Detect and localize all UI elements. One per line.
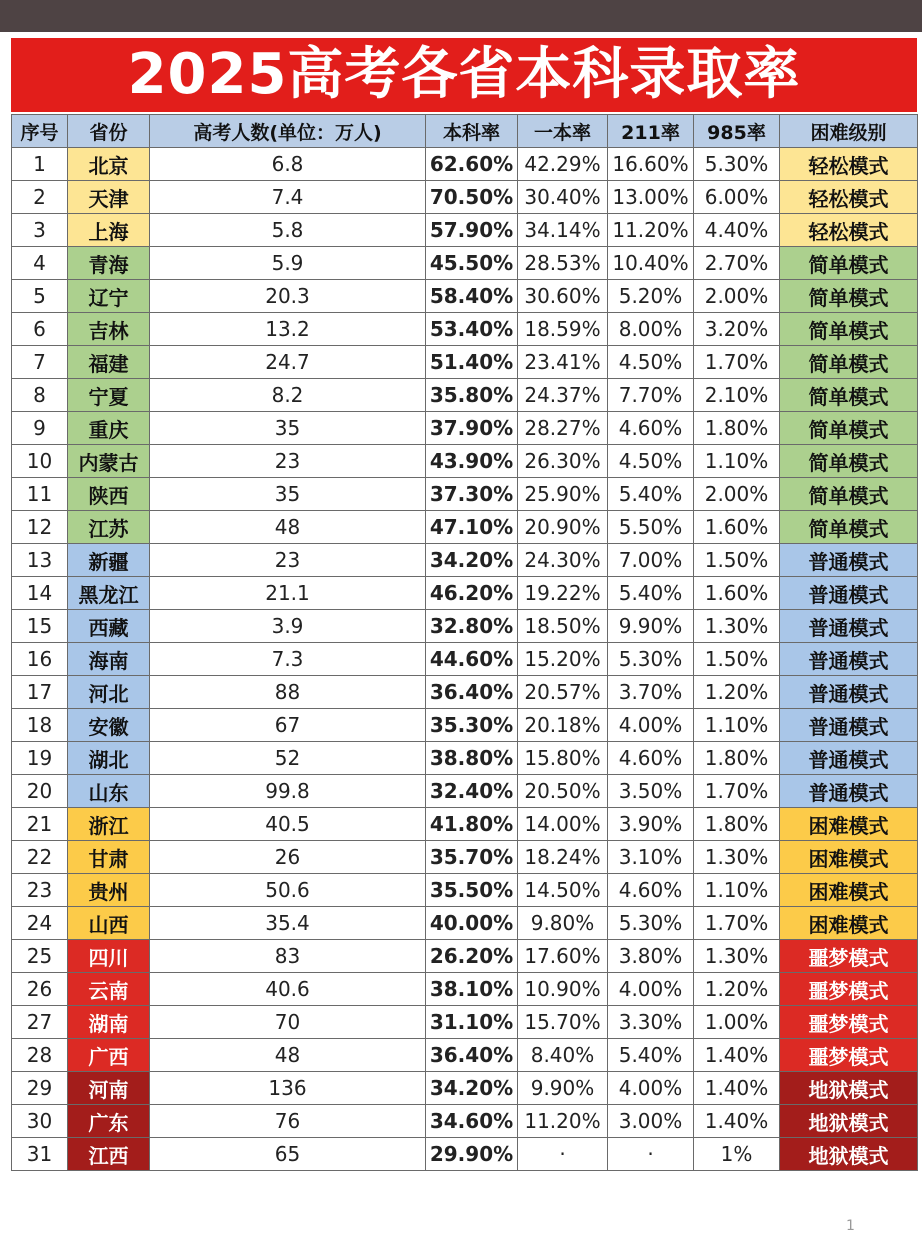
- province-cell: 北京: [68, 148, 150, 181]
- difficulty-cell: 噩梦模式: [780, 973, 918, 1006]
- rate-985-cell: 1.50%: [694, 544, 780, 577]
- rate-985-cell: 2.00%: [694, 478, 780, 511]
- row-index: 5: [12, 280, 68, 313]
- tier1-rate-cell: 28.27%: [518, 412, 608, 445]
- tier1-rate-cell: 34.14%: [518, 214, 608, 247]
- table-row: [12, 511, 918, 544]
- rate-985-cell: 4.40%: [694, 214, 780, 247]
- table-row: [12, 907, 918, 940]
- row-index: 12: [12, 511, 68, 544]
- examinees-cell: 67: [150, 709, 426, 742]
- examinees-cell: 23: [150, 544, 426, 577]
- undergrad-rate-cell: 44.60%: [426, 643, 518, 676]
- province-cell: 四川: [68, 940, 150, 973]
- examinees-cell: 52: [150, 742, 426, 775]
- table-row: [12, 742, 918, 775]
- undergrad-rate-cell: 35.50%: [426, 874, 518, 907]
- tier1-rate-cell: 14.50%: [518, 874, 608, 907]
- examinees-cell: 20.3: [150, 280, 426, 313]
- tier1-rate-cell: 26.30%: [518, 445, 608, 478]
- row-index: 3: [12, 214, 68, 247]
- province-cell: 云南: [68, 973, 150, 1006]
- tier1-rate-cell: 24.37%: [518, 379, 608, 412]
- rate-211-cell: 7.00%: [608, 544, 694, 577]
- tier1-rate-cell: ·: [518, 1138, 608, 1171]
- rate-985-cell: 5.30%: [694, 148, 780, 181]
- difficulty-cell: 简单模式: [780, 412, 918, 445]
- undergrad-rate-cell: 53.40%: [426, 313, 518, 346]
- row-index: 6: [12, 313, 68, 346]
- examinees-cell: 50.6: [150, 874, 426, 907]
- header-211-rate: 211率: [608, 115, 694, 148]
- table-row: [12, 940, 918, 973]
- tier1-rate-cell: 20.18%: [518, 709, 608, 742]
- examinees-cell: 35: [150, 412, 426, 445]
- table-row: [12, 874, 918, 907]
- rate-985-cell: 1.10%: [694, 709, 780, 742]
- rate-985-cell: 1.70%: [694, 907, 780, 940]
- rate-985-cell: 2.70%: [694, 247, 780, 280]
- undergrad-rate-cell: 34.60%: [426, 1105, 518, 1138]
- rate-211-cell: 10.40%: [608, 247, 694, 280]
- rate-211-cell: 3.90%: [608, 808, 694, 841]
- difficulty-cell: 噩梦模式: [780, 940, 918, 973]
- tier1-rate-cell: 20.57%: [518, 676, 608, 709]
- rate-985-cell: 3.20%: [694, 313, 780, 346]
- examinees-cell: 21.1: [150, 577, 426, 610]
- undergrad-rate-cell: 34.20%: [426, 1072, 518, 1105]
- tier1-rate-cell: 15.80%: [518, 742, 608, 775]
- row-index: 26: [12, 973, 68, 1006]
- rate-211-cell: 3.80%: [608, 940, 694, 973]
- difficulty-cell: 普通模式: [780, 742, 918, 775]
- examinees-cell: 48: [150, 511, 426, 544]
- table-row: [12, 346, 918, 379]
- header-tier1-rate: 一本率: [518, 115, 608, 148]
- row-index: 13: [12, 544, 68, 577]
- tier1-rate-cell: 15.20%: [518, 643, 608, 676]
- examinees-cell: 40.5: [150, 808, 426, 841]
- undergrad-rate-cell: 37.30%: [426, 478, 518, 511]
- tier1-rate-cell: 9.90%: [518, 1072, 608, 1105]
- undergrad-rate-cell: 46.20%: [426, 577, 518, 610]
- undergrad-rate-cell: 43.90%: [426, 445, 518, 478]
- undergrad-rate-cell: 38.10%: [426, 973, 518, 1006]
- province-cell: 青海: [68, 247, 150, 280]
- difficulty-cell: 简单模式: [780, 346, 918, 379]
- table-row: [12, 1138, 918, 1171]
- undergrad-rate-cell: 36.40%: [426, 676, 518, 709]
- header-province: 省份: [68, 115, 150, 148]
- province-cell: 河南: [68, 1072, 150, 1105]
- page-number: 1: [846, 1218, 855, 1234]
- row-index: 1: [12, 148, 68, 181]
- rate-211-cell: 7.70%: [608, 379, 694, 412]
- rate-985-cell: 1.60%: [694, 511, 780, 544]
- province-cell: 湖北: [68, 742, 150, 775]
- undergrad-rate-cell: 32.80%: [426, 610, 518, 643]
- tier1-rate-cell: 8.40%: [518, 1039, 608, 1072]
- row-index: 25: [12, 940, 68, 973]
- tier1-rate-cell: 42.29%: [518, 148, 608, 181]
- undergrad-rate-cell: 35.70%: [426, 841, 518, 874]
- province-cell: 重庆: [68, 412, 150, 445]
- rate-211-cell: 5.30%: [608, 643, 694, 676]
- rate-985-cell: 1.00%: [694, 1006, 780, 1039]
- undergrad-rate-cell: 36.40%: [426, 1039, 518, 1072]
- rate-985-cell: 1.40%: [694, 1072, 780, 1105]
- row-index: 9: [12, 412, 68, 445]
- row-index: 11: [12, 478, 68, 511]
- undergrad-rate-cell: 40.00%: [426, 907, 518, 940]
- tier1-rate-cell: 30.60%: [518, 280, 608, 313]
- tier1-rate-cell: 15.70%: [518, 1006, 608, 1039]
- table-row: [12, 709, 918, 742]
- undergrad-rate-cell: 32.40%: [426, 775, 518, 808]
- examinees-cell: 6.8: [150, 148, 426, 181]
- rate-211-cell: 13.00%: [608, 181, 694, 214]
- rate-211-cell: 5.40%: [608, 478, 694, 511]
- undergrad-rate-cell: 38.80%: [426, 742, 518, 775]
- table-row: [12, 412, 918, 445]
- row-index: 19: [12, 742, 68, 775]
- tier1-rate-cell: 30.40%: [518, 181, 608, 214]
- province-cell: 上海: [68, 214, 150, 247]
- examinees-cell: 7.3: [150, 643, 426, 676]
- examinees-cell: 136: [150, 1072, 426, 1105]
- row-index: 14: [12, 577, 68, 610]
- undergrad-rate-cell: 41.80%: [426, 808, 518, 841]
- table-row: [12, 643, 918, 676]
- row-index: 17: [12, 676, 68, 709]
- row-index: 27: [12, 1006, 68, 1039]
- header-examinees: 高考人数(单位：万人): [150, 115, 426, 148]
- difficulty-cell: 困难模式: [780, 907, 918, 940]
- rate-211-cell: 4.60%: [608, 742, 694, 775]
- tier1-rate-cell: 20.50%: [518, 775, 608, 808]
- province-cell: 河北: [68, 676, 150, 709]
- examinees-cell: 99.8: [150, 775, 426, 808]
- difficulty-cell: 地狱模式: [780, 1072, 918, 1105]
- rate-985-cell: 2.00%: [694, 280, 780, 313]
- table-row: [12, 808, 918, 841]
- province-cell: 宁夏: [68, 379, 150, 412]
- tier1-rate-cell: 14.00%: [518, 808, 608, 841]
- tier1-rate-cell: 23.41%: [518, 346, 608, 379]
- examinees-cell: 65: [150, 1138, 426, 1171]
- province-cell: 内蒙古: [68, 445, 150, 478]
- rate-985-cell: 1.80%: [694, 412, 780, 445]
- province-cell: 陕西: [68, 478, 150, 511]
- tier1-rate-cell: 24.30%: [518, 544, 608, 577]
- undergrad-rate-cell: 34.20%: [426, 544, 518, 577]
- tier1-rate-cell: 18.59%: [518, 313, 608, 346]
- tier1-rate-cell: 18.24%: [518, 841, 608, 874]
- header-difficulty: 困难级别: [780, 115, 918, 148]
- province-cell: 湖南: [68, 1006, 150, 1039]
- province-cell: 天津: [68, 181, 150, 214]
- rate-985-cell: 1.10%: [694, 445, 780, 478]
- undergrad-rate-cell: 35.80%: [426, 379, 518, 412]
- difficulty-cell: 地狱模式: [780, 1105, 918, 1138]
- rate-211-cell: 5.40%: [608, 1039, 694, 1072]
- rate-985-cell: 1%: [694, 1138, 780, 1171]
- difficulty-cell: 普通模式: [780, 676, 918, 709]
- row-index: 21: [12, 808, 68, 841]
- examinees-cell: 88: [150, 676, 426, 709]
- rate-985-cell: 1.30%: [694, 610, 780, 643]
- examinees-cell: 5.9: [150, 247, 426, 280]
- table-row: [12, 610, 918, 643]
- tier1-rate-cell: 9.80%: [518, 907, 608, 940]
- rate-211-cell: 4.50%: [608, 346, 694, 379]
- tier1-rate-cell: 11.20%: [518, 1105, 608, 1138]
- rate-211-cell: 4.00%: [608, 709, 694, 742]
- rate-985-cell: 1.10%: [694, 874, 780, 907]
- rate-211-cell: 16.60%: [608, 148, 694, 181]
- examinees-cell: 35: [150, 478, 426, 511]
- difficulty-cell: 简单模式: [780, 445, 918, 478]
- difficulty-cell: 普通模式: [780, 643, 918, 676]
- rate-211-cell: 4.00%: [608, 1072, 694, 1105]
- rate-211-cell: 5.50%: [608, 511, 694, 544]
- undergrad-rate-cell: 70.50%: [426, 181, 518, 214]
- rate-985-cell: 1.30%: [694, 940, 780, 973]
- header-index: 序号: [12, 115, 68, 148]
- province-cell: 江西: [68, 1138, 150, 1171]
- rate-211-cell: 5.20%: [608, 280, 694, 313]
- difficulty-cell: 简单模式: [780, 313, 918, 346]
- examinees-cell: 83: [150, 940, 426, 973]
- row-index: 23: [12, 874, 68, 907]
- header-985-rate: 985率: [694, 115, 780, 148]
- rate-211-cell: 3.10%: [608, 841, 694, 874]
- rate-985-cell: 1.20%: [694, 676, 780, 709]
- table-row: [12, 313, 918, 346]
- difficulty-cell: 普通模式: [780, 775, 918, 808]
- difficulty-cell: 简单模式: [780, 379, 918, 412]
- examinees-cell: 24.7: [150, 346, 426, 379]
- province-cell: 吉林: [68, 313, 150, 346]
- difficulty-cell: 困难模式: [780, 841, 918, 874]
- table-row: [12, 577, 918, 610]
- rate-985-cell: 1.40%: [694, 1039, 780, 1072]
- rate-985-cell: 1.80%: [694, 742, 780, 775]
- difficulty-cell: 轻松模式: [780, 148, 918, 181]
- examinees-cell: 26: [150, 841, 426, 874]
- table-row: [12, 181, 918, 214]
- province-cell: 黑龙江: [68, 577, 150, 610]
- rate-211-cell: 4.60%: [608, 874, 694, 907]
- examinees-cell: 7.4: [150, 181, 426, 214]
- undergrad-rate-cell: 37.90%: [426, 412, 518, 445]
- row-index: 31: [12, 1138, 68, 1171]
- examinees-cell: 3.9: [150, 610, 426, 643]
- province-cell: 江苏: [68, 511, 150, 544]
- undergrad-rate-cell: 31.10%: [426, 1006, 518, 1039]
- table-row: [12, 214, 918, 247]
- bottom-area: [0, 1182, 922, 1236]
- table-row: [12, 148, 918, 181]
- row-index: 29: [12, 1072, 68, 1105]
- difficulty-cell: 困难模式: [780, 874, 918, 907]
- page-title: 2025高考各省本科录取率: [11, 38, 917, 112]
- tier1-rate-cell: 10.90%: [518, 973, 608, 1006]
- examinees-cell: 13.2: [150, 313, 426, 346]
- difficulty-cell: 简单模式: [780, 478, 918, 511]
- undergrad-rate-cell: 62.60%: [426, 148, 518, 181]
- row-index: 18: [12, 709, 68, 742]
- tier1-rate-cell: 19.22%: [518, 577, 608, 610]
- table-row: [12, 1105, 918, 1138]
- table-row: [12, 841, 918, 874]
- table-row: [12, 445, 918, 478]
- province-cell: 广东: [68, 1105, 150, 1138]
- rate-211-cell: 3.50%: [608, 775, 694, 808]
- undergrad-rate-cell: 58.40%: [426, 280, 518, 313]
- table-row: [12, 676, 918, 709]
- table-row: [12, 247, 918, 280]
- row-index: 16: [12, 643, 68, 676]
- rate-211-cell: 4.00%: [608, 973, 694, 1006]
- difficulty-cell: 轻松模式: [780, 181, 918, 214]
- row-index: 20: [12, 775, 68, 808]
- province-cell: 甘肃: [68, 841, 150, 874]
- rate-985-cell: 1.40%: [694, 1105, 780, 1138]
- tier1-rate-cell: 25.90%: [518, 478, 608, 511]
- examinees-cell: 48: [150, 1039, 426, 1072]
- rate-211-cell: 3.00%: [608, 1105, 694, 1138]
- undergrad-rate-cell: 35.30%: [426, 709, 518, 742]
- province-cell: 新疆: [68, 544, 150, 577]
- examinees-cell: 8.2: [150, 379, 426, 412]
- examinees-cell: 5.8: [150, 214, 426, 247]
- rate-211-cell: 4.60%: [608, 412, 694, 445]
- rate-211-cell: 4.50%: [608, 445, 694, 478]
- table-row: [12, 379, 918, 412]
- difficulty-cell: 地狱模式: [780, 1138, 918, 1171]
- rate-985-cell: 1.80%: [694, 808, 780, 841]
- rate-211-cell: 5.40%: [608, 577, 694, 610]
- undergrad-rate-cell: 57.90%: [426, 214, 518, 247]
- table-body: [12, 148, 918, 1171]
- rate-211-cell: 11.20%: [608, 214, 694, 247]
- province-cell: 福建: [68, 346, 150, 379]
- rate-211-cell: 5.30%: [608, 907, 694, 940]
- difficulty-cell: 轻松模式: [780, 214, 918, 247]
- province-cell: 安徽: [68, 709, 150, 742]
- province-cell: 浙江: [68, 808, 150, 841]
- difficulty-cell: 简单模式: [780, 511, 918, 544]
- row-index: 8: [12, 379, 68, 412]
- difficulty-cell: 普通模式: [780, 610, 918, 643]
- undergrad-rate-cell: 29.90%: [426, 1138, 518, 1171]
- table-row: [12, 1072, 918, 1105]
- undergrad-rate-cell: 45.50%: [426, 247, 518, 280]
- tier1-rate-cell: 28.53%: [518, 247, 608, 280]
- rate-985-cell: 1.30%: [694, 841, 780, 874]
- table-row: [12, 544, 918, 577]
- header-undergrad-rate: 本科率: [426, 115, 518, 148]
- province-cell: 西藏: [68, 610, 150, 643]
- row-index: 30: [12, 1105, 68, 1138]
- undergrad-rate-cell: 51.40%: [426, 346, 518, 379]
- rate-211-cell: ·: [608, 1138, 694, 1171]
- rate-211-cell: 3.70%: [608, 676, 694, 709]
- rate-211-cell: 3.30%: [608, 1006, 694, 1039]
- table-row: [12, 280, 918, 313]
- rate-985-cell: 1.70%: [694, 346, 780, 379]
- examinees-cell: 40.6: [150, 973, 426, 1006]
- row-index: 2: [12, 181, 68, 214]
- examinees-cell: 70: [150, 1006, 426, 1039]
- province-cell: 山东: [68, 775, 150, 808]
- row-index: 24: [12, 907, 68, 940]
- difficulty-cell: 噩梦模式: [780, 1006, 918, 1039]
- table-row: [12, 973, 918, 1006]
- tier1-rate-cell: 20.90%: [518, 511, 608, 544]
- province-cell: 广西: [68, 1039, 150, 1072]
- table-row: [12, 1039, 918, 1072]
- difficulty-cell: 简单模式: [780, 280, 918, 313]
- rate-985-cell: 1.60%: [694, 577, 780, 610]
- rates-table: [11, 114, 918, 1171]
- table-row: [12, 478, 918, 511]
- tier1-rate-cell: 17.60%: [518, 940, 608, 973]
- examinees-cell: 76: [150, 1105, 426, 1138]
- rate-985-cell: 1.20%: [694, 973, 780, 1006]
- row-index: 7: [12, 346, 68, 379]
- examinees-cell: 35.4: [150, 907, 426, 940]
- tier1-rate-cell: 18.50%: [518, 610, 608, 643]
- row-index: 28: [12, 1039, 68, 1072]
- top-bar: [0, 0, 922, 32]
- rate-211-cell: 8.00%: [608, 313, 694, 346]
- rate-211-cell: 9.90%: [608, 610, 694, 643]
- examinees-cell: 23: [150, 445, 426, 478]
- province-cell: 山西: [68, 907, 150, 940]
- rate-985-cell: 6.00%: [694, 181, 780, 214]
- row-index: 10: [12, 445, 68, 478]
- difficulty-cell: 简单模式: [780, 247, 918, 280]
- table-header-row: [12, 115, 918, 148]
- table-row: [12, 775, 918, 808]
- difficulty-cell: 普通模式: [780, 709, 918, 742]
- province-cell: 海南: [68, 643, 150, 676]
- difficulty-cell: 普通模式: [780, 544, 918, 577]
- rate-985-cell: 1.50%: [694, 643, 780, 676]
- row-index: 22: [12, 841, 68, 874]
- rate-985-cell: 1.70%: [694, 775, 780, 808]
- rate-985-cell: 2.10%: [694, 379, 780, 412]
- row-index: 15: [12, 610, 68, 643]
- undergrad-rate-cell: 47.10%: [426, 511, 518, 544]
- undergrad-rate-cell: 26.20%: [426, 940, 518, 973]
- difficulty-cell: 噩梦模式: [780, 1039, 918, 1072]
- province-cell: 贵州: [68, 874, 150, 907]
- province-cell: 辽宁: [68, 280, 150, 313]
- row-index: 4: [12, 247, 68, 280]
- difficulty-cell: 困难模式: [780, 808, 918, 841]
- table-row: [12, 1006, 918, 1039]
- difficulty-cell: 普通模式: [780, 577, 918, 610]
